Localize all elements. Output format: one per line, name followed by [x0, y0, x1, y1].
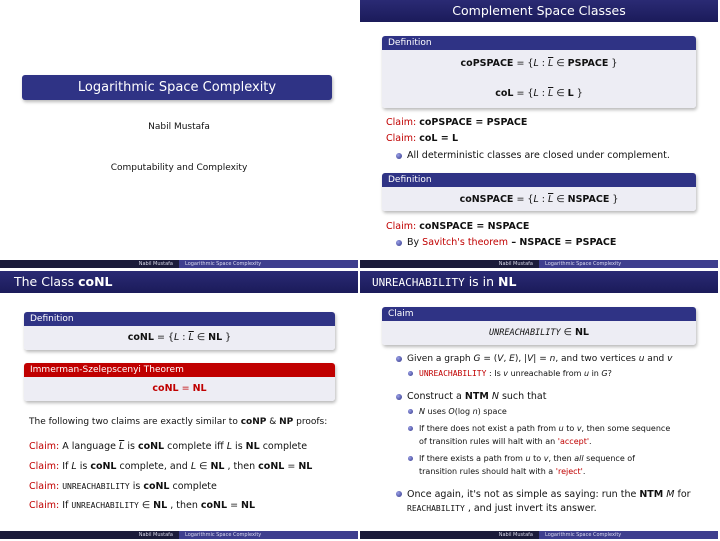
- bullet-icon: [408, 456, 413, 461]
- col-definition: coL = {L : $\overline{L}$ ∈ L }: [495, 88, 583, 99]
- slide-title: Complement Space Classes: [452, 3, 626, 18]
- footer-title: Logarithmic Space Complexity: [539, 531, 718, 539]
- list-subitem: If there does not exist a path from u to v, then some sequence of transition rules will halt with an 'accept'.: [408, 423, 714, 447]
- definition-body: [382, 187, 696, 211]
- conl-definition: coNL = {L : $\overline{L}$ ∈ NL }: [127, 332, 232, 343]
- list-item: Construct a NTM N such that: [396, 391, 712, 404]
- savitch-theorem-link: Savitch's theorem: [422, 237, 509, 248]
- theorem-block: [24, 363, 335, 401]
- list-item: Given a graph G = (V, E), |V| = n, and two vertices u and v: [396, 353, 712, 366]
- list-subitem: If there exists a path from u to v, then all sequence of transition rules should halt with a 'reject'.: [408, 453, 714, 477]
- bullet-icon: [396, 491, 402, 497]
- claim-block: [382, 307, 696, 345]
- slide-title: UNREACHABILITY is in NL: [372, 274, 517, 289]
- footer-author: Nabil Mustafa: [0, 531, 179, 539]
- footer-title: Logarithmic Space Complexity: [179, 260, 358, 268]
- footer-author: Nabil Mustafa: [360, 260, 539, 268]
- slide-header: [360, 0, 718, 22]
- slide-header: [0, 271, 358, 293]
- bullet-icon: [396, 240, 402, 246]
- claim-2: Claim: If L is coNL complete, and L ∈ NL , then coNL = NL: [29, 461, 313, 472]
- claim-3: Claim: UNREACHABILITY is coNL complete: [29, 481, 217, 492]
- footer-title: Logarithmic Space Complexity: [179, 531, 358, 539]
- theorem-body: [24, 377, 335, 401]
- definition-block: [382, 36, 696, 108]
- slide-class-conl: [0, 271, 358, 539]
- definition-block: [24, 312, 335, 350]
- slide-title: The Class coNL: [14, 274, 113, 289]
- slide-footer: [0, 531, 358, 539]
- bullet-icon: [396, 153, 402, 159]
- conspace-definition: coNSPACE = {L : $\overline{L}$ ∈ NSPACE }: [459, 194, 619, 205]
- claim-statement: UNREACHABILITY ∈ NL: [489, 327, 589, 338]
- slide-footer: [360, 531, 718, 539]
- list-subitem: N uses O(log n) space: [408, 406, 708, 418]
- footer-title: Logarithmic Space Complexity: [539, 260, 718, 268]
- slide-unreachability-in-nl: [360, 271, 718, 539]
- course-name: Computability and Complexity: [110, 163, 248, 173]
- intro-text: The following two claims are exactly similar to coNP & NP proofs:: [29, 417, 328, 427]
- copspace-definition: coPSPACE = {L : $\overline{L}$ ∈ PSPACE }: [460, 58, 618, 69]
- slide-footer: [0, 260, 358, 268]
- bullet-icon: [408, 371, 413, 376]
- slide-complement-space-classes: [360, 0, 718, 268]
- definition-title: Definition: [382, 36, 696, 50]
- bullet-icon: [396, 356, 402, 362]
- definition-body: [382, 50, 696, 108]
- author-name: Nabil Mustafa: [148, 122, 210, 132]
- theorem-title: Immerman-Szelepscenyi Theorem: [24, 363, 335, 377]
- footer-author: Nabil Mustafa: [0, 260, 179, 268]
- claim-title: Claim: [382, 307, 696, 321]
- footer-author: Nabil Mustafa: [360, 531, 539, 539]
- list-subitem: UNREACHABILITY : Is v unreachable from u in G?: [408, 368, 708, 380]
- slide-header: [360, 271, 718, 293]
- bullet-icon: [408, 409, 413, 414]
- bullet-icon: [408, 426, 413, 431]
- definition-body: [24, 326, 335, 350]
- theorem-statement: coNL = NL: [152, 383, 207, 394]
- bullet-icon: [396, 394, 402, 400]
- presentation-title: Logarithmic Space Complexity: [22, 75, 332, 100]
- claim-4: Claim: If UNREACHABILITY ∈ NL , then coNL = NL: [29, 500, 256, 511]
- slide-footer: [360, 260, 718, 268]
- list-item: By Savitch's theorem – NSPACE = PSPACE: [396, 237, 706, 250]
- list-item: Once again, it's not as simple as saying: run the NTM M for REACHABILITY , and just invert its answer.: [396, 488, 712, 514]
- slide-title: [0, 0, 358, 268]
- list-item: All deterministic classes are closed under complement.: [396, 150, 706, 163]
- definition-title: Definition: [382, 173, 696, 187]
- definition-block-2: [382, 173, 696, 211]
- claim-1: Claim: A language $\overline{L}$ is coNL complete iff L is NL complete: [29, 441, 308, 452]
- claim-copspace: Claim: coPSPACE = PSPACE: [386, 117, 528, 128]
- definition-title: Definition: [24, 312, 335, 326]
- claim-conspace: Claim: coNSPACE = NSPACE: [386, 221, 530, 232]
- claim-body: [382, 321, 696, 345]
- claim-col: Claim: coL = L: [386, 133, 459, 144]
